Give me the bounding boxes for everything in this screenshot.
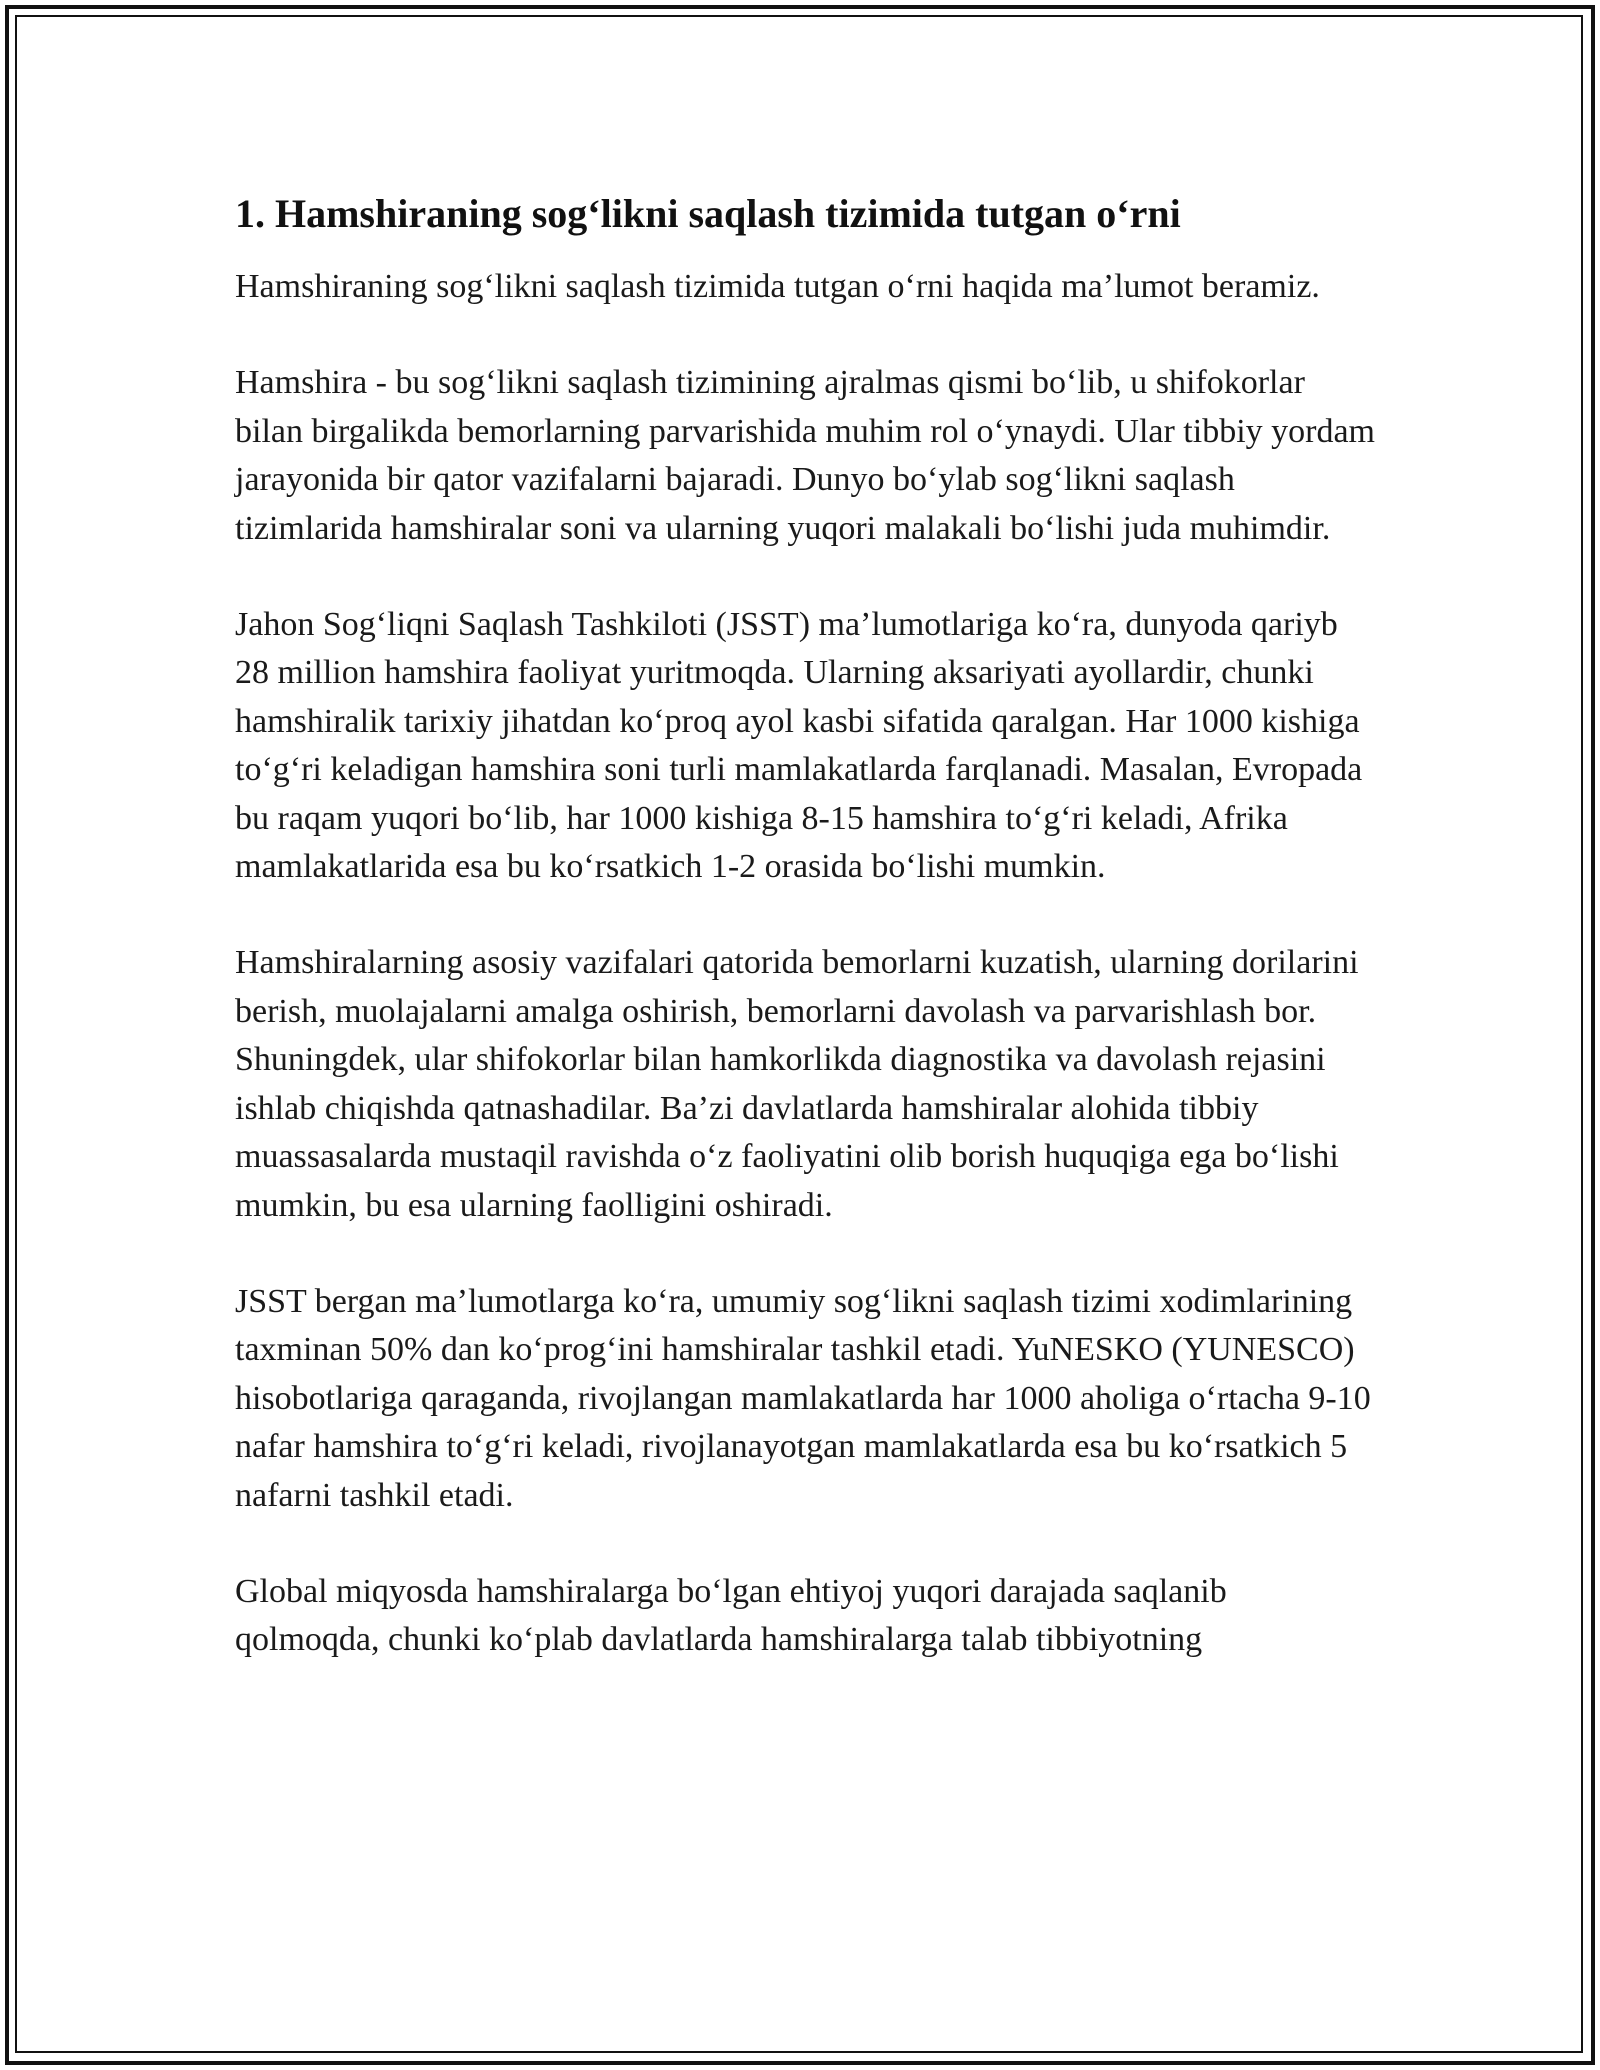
paragraph-global-demand: Global miqyosda hamshiralarga bo‘lgan ehtiyoj yuqori darajada saqlanib qolmoqda, chunki ko‘plab davlatlarda hamshiralarga talab tibbiyotning (235, 1572, 1227, 1659)
section-heading: 1. Hamshiraning sog‘likni saqlash tizimida tutgan o‘rni (235, 191, 1181, 236)
paragraph-nurse-role: Hamshira - bu sog‘likni saqlash tizimining ajralmas qismi bo‘lib, u shifokorlar bilan birgalikda bemorlarning parvarishida muhim rol o‘ynaydi. Ular tibbiy yordam jarayonida bir qator vazifalarni bajaradi. Dunyo bo‘ylab sog‘likni saqlash tizimlarida hamshiralar soni va ularning yuqori malakali bo‘lishi juda muhimdir. (235, 364, 1375, 547)
paragraph-who-statistics: Jahon Sog‘liqni Saqlash Tashkiloti (JSST) ma’lumotlariga ko‘ra, dunyoda qariyb 28 million hamshira faoliyat yuritmoqda. Ularning aksariyati ayollardir, chunki hamshiralik tarixiy jihatdan ko‘proq ayol kasbi sifatida qaralgan. Har 1000 kishiga to‘g‘ri keladigan hamshira soni turli mamlakatlarda farqlanadi. Masalan, Evropada bu raqam yuqori bo‘lib, har 1000 kishiga 8-15 hamshira to‘g‘ri keladi, Afrika mamlakatlarida esa bu ko‘rsatkich 1-2 orasida bo‘lishi mumkin. (235, 606, 1363, 886)
document-body (235, 188, 1375, 1713)
paragraph-workforce-share: JSST bergan ma’lumotlarga ko‘ra, umumiy sog‘likni saqlash tizimi xodimlarining taxminan 50% dan ko‘prog‘ini hamshiralar tashkil etadi. YuNESKO (YUNESCO) hisobotlariga qaraganda, rivojlangan mamlakatlarda har 1000 aholiga o‘rtacha 9-10 nafar hamshira to‘g‘ri keladi, rivojlanayotgan mamlakatlarda esa bu ko‘rsatkich 5 nafarni tashkil etadi. (235, 1282, 1371, 1514)
paragraph-intro: Hamshiraning sog‘likni saqlash tizimida tutgan o‘rni haqida ma’lumot beramiz. (235, 268, 1320, 305)
paragraph-main-duties: Hamshiralarning asosiy vazifalari qatorida bemorlarni kuzatish, ularning dorilarini berish, muolajalarni amalga oshirish, bemorlarni davolash va parvarishlash bor. Shuningdek, ular shifokorlar bilan hamkorlikda diagnostika va davolash rejasini ishlab chiqishda qatnashadilar. Ba’zi davlatlarda hamshiralar alohida tibbiy muassasalarda mustaqil ravishda o‘z faoliyatini olib borish huquqiga ega bo‘lishi mumkin, bu esa ularning faolligini oshiradi. (235, 944, 1359, 1224)
